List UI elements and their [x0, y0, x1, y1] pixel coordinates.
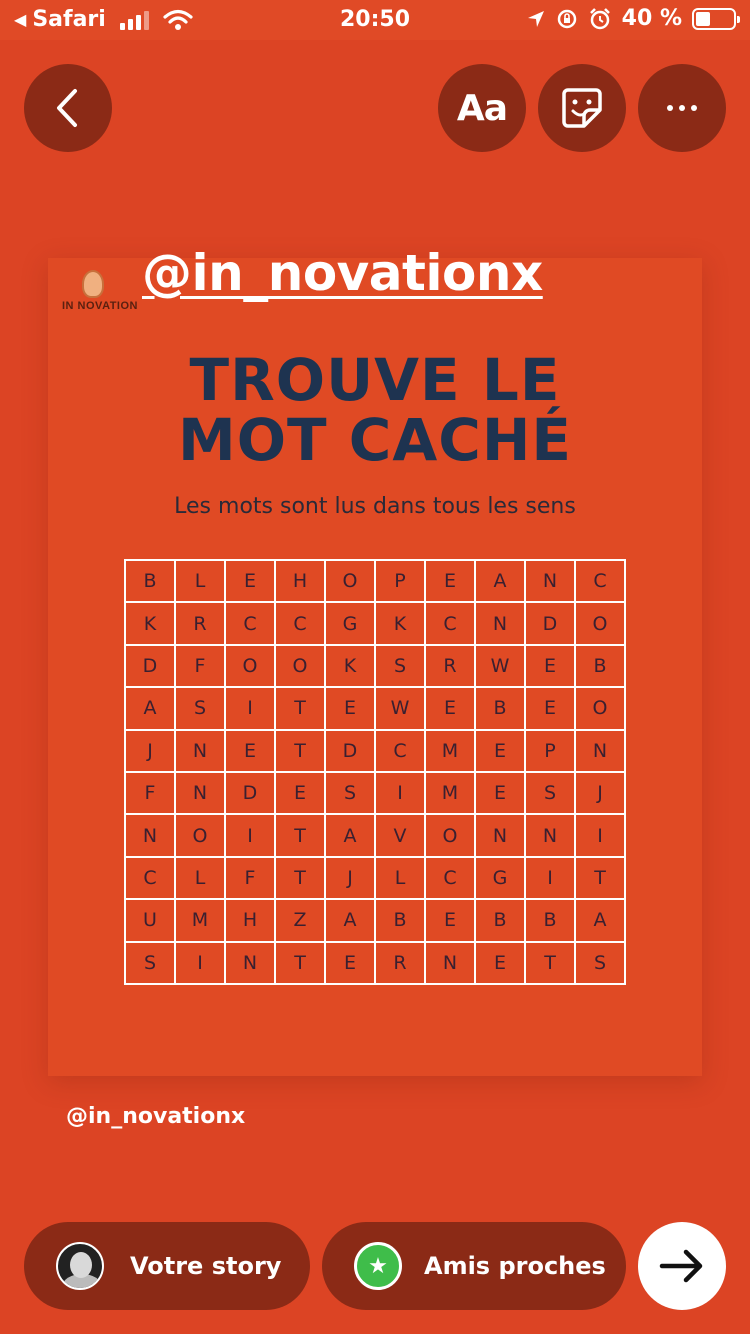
grid-cell: N — [476, 603, 524, 643]
chevron-left-icon — [53, 87, 83, 129]
star-icon: ★ — [354, 1242, 402, 1290]
grid-cell: E — [426, 561, 474, 601]
grid-cell: F — [176, 646, 224, 686]
grid-cell: N — [526, 815, 574, 855]
rotation-lock-icon — [556, 8, 578, 30]
grid-cell: K — [126, 603, 174, 643]
grid-cell: O — [576, 688, 624, 728]
grid-cell: E — [226, 731, 274, 771]
grid-cell: G — [326, 603, 374, 643]
grid-cell: C — [426, 603, 474, 643]
grid-cell: F — [126, 773, 174, 813]
grid-cell: T — [276, 688, 324, 728]
grid-cell: I — [176, 943, 224, 983]
logo-text: IN NOVATION — [62, 300, 138, 312]
grid-cell: T — [526, 943, 574, 983]
grid-cell: B — [126, 561, 174, 601]
back-button[interactable] — [24, 64, 112, 152]
more-button[interactable] — [638, 64, 726, 152]
grid-cell: S — [326, 773, 374, 813]
innovation-logo — [62, 268, 152, 328]
arrow-right-icon — [658, 1248, 706, 1284]
grid-cell: I — [226, 688, 274, 728]
grid-cell: E — [276, 773, 324, 813]
lightbulb-icon — [82, 270, 104, 298]
text-tool-button[interactable] — [438, 64, 526, 152]
battery-percent: 40 % — [621, 6, 682, 31]
headline-line-2: MOT CACHÉ — [178, 406, 572, 474]
more-icon — [664, 104, 700, 112]
your-story-label: Votre story — [130, 1252, 282, 1280]
grid-cell: L — [176, 858, 224, 898]
grid-cell: N — [176, 773, 224, 813]
grid-cell: M — [426, 731, 474, 771]
grid-cell: I — [576, 815, 624, 855]
grid-cell: S — [176, 688, 224, 728]
grid-cell: K — [326, 646, 374, 686]
grid-cell: B — [476, 900, 524, 940]
grid-cell: R — [176, 603, 224, 643]
grid-cell: H — [276, 561, 324, 601]
grid-cell: D — [526, 603, 574, 643]
grid-cell: N — [176, 731, 224, 771]
grid-cell: T — [276, 731, 324, 771]
grid-cell: R — [426, 646, 474, 686]
avatar — [56, 1242, 104, 1290]
alarm-icon — [588, 7, 612, 31]
grid-cell: S — [376, 646, 424, 686]
grid-cell: E — [326, 688, 374, 728]
grid-cell: T — [276, 943, 324, 983]
grid-cell: K — [376, 603, 424, 643]
grid-cell: N — [476, 815, 524, 855]
grid-cell: A — [126, 688, 174, 728]
grid-cell: M — [426, 773, 474, 813]
grid-cell: V — [376, 815, 424, 855]
grid-cell: F — [226, 858, 274, 898]
grid-cell: N — [226, 943, 274, 983]
grid-cell: H — [226, 900, 274, 940]
grid-cell: E — [526, 646, 574, 686]
grid-cell: J — [126, 731, 174, 771]
grid-cell: N — [576, 731, 624, 771]
sticker-icon — [560, 86, 604, 130]
headline — [48, 346, 702, 474]
grid-cell: J — [326, 858, 374, 898]
close-friends-button[interactable] — [322, 1222, 626, 1310]
grid-cell: T — [276, 858, 324, 898]
grid-cell: I — [226, 815, 274, 855]
grid-cell: E — [226, 561, 274, 601]
grid-cell: D — [126, 646, 174, 686]
grid-cell: E — [476, 731, 524, 771]
sticker-button[interactable] — [538, 64, 626, 152]
subline: Les mots sont lus dans tous les sens — [174, 494, 576, 519]
grid-cell: O — [426, 815, 474, 855]
grid-cell: A — [476, 561, 524, 601]
grid-cell: A — [326, 815, 374, 855]
grid-cell: T — [576, 858, 624, 898]
grid-cell: P — [376, 561, 424, 601]
grid-cell: I — [526, 858, 574, 898]
mention-sticker[interactable] — [142, 244, 543, 302]
grid-cell: C — [426, 858, 474, 898]
grid-cell: O — [326, 561, 374, 601]
grid-cell: E — [426, 688, 474, 728]
grid-cell: W — [476, 646, 524, 686]
grid-cell: S — [526, 773, 574, 813]
grid-cell: S — [126, 943, 174, 983]
grid-cell: W — [376, 688, 424, 728]
battery-icon — [692, 8, 736, 30]
grid-cell: N — [426, 943, 474, 983]
grid-cell: O — [226, 646, 274, 686]
grid-cell: Z — [276, 900, 324, 940]
grid-cell: A — [576, 900, 624, 940]
back-app-label: Safari — [32, 7, 106, 32]
grid-cell: B — [476, 688, 524, 728]
grid-cell: M — [176, 900, 224, 940]
grid-cell: G — [476, 858, 524, 898]
grid-cell: D — [226, 773, 274, 813]
grid-cell: P — [526, 731, 574, 771]
text-tool-label: Aa — [456, 87, 508, 129]
status-bar — [0, 0, 750, 40]
clock: 20:50 — [339, 7, 411, 32]
grid-cell: E — [476, 773, 524, 813]
back-triangle-icon: ◀ — [14, 10, 27, 29]
grid-cell: E — [426, 900, 474, 940]
grid-cell: O — [276, 646, 324, 686]
grid-cell: C — [576, 561, 624, 601]
word-search-grid — [124, 559, 626, 985]
grid-cell: D — [326, 731, 374, 771]
grid-cell: C — [376, 731, 424, 771]
grid-cell: O — [176, 815, 224, 855]
grid-cell: E — [476, 943, 524, 983]
close-friends-label: Amis proches — [424, 1252, 606, 1280]
grid-cell: U — [126, 900, 174, 940]
grid-cell: C — [126, 858, 174, 898]
grid-cell: T — [276, 815, 324, 855]
grid-cell: E — [326, 943, 374, 983]
grid-cell: L — [376, 858, 424, 898]
grid-cell: I — [376, 773, 424, 813]
grid-cell: E — [526, 688, 574, 728]
grid-cell: O — [576, 603, 624, 643]
headline-line-1: TROUVE LE — [189, 346, 561, 414]
grid-cell: L — [176, 561, 224, 601]
grid-cell: J — [576, 773, 624, 813]
grid-cell: S — [576, 943, 624, 983]
send-button[interactable] — [638, 1222, 726, 1310]
location-icon — [526, 9, 546, 29]
your-story-button[interactable] — [24, 1222, 310, 1310]
grid-cell: N — [126, 815, 174, 855]
grid-cell: R — [376, 943, 424, 983]
grid-cell: A — [326, 900, 374, 940]
grid-cell: C — [226, 603, 274, 643]
post-caption-handle: @in_novationx — [66, 1104, 246, 1129]
grid-cell: N — [526, 561, 574, 601]
grid-cell: C — [276, 603, 324, 643]
grid-cell: B — [376, 900, 424, 940]
story-post-image[interactable] — [48, 258, 702, 1076]
grid-cell: B — [576, 646, 624, 686]
mention-text: @in_novationx — [142, 244, 543, 302]
grid-cell: B — [526, 900, 574, 940]
